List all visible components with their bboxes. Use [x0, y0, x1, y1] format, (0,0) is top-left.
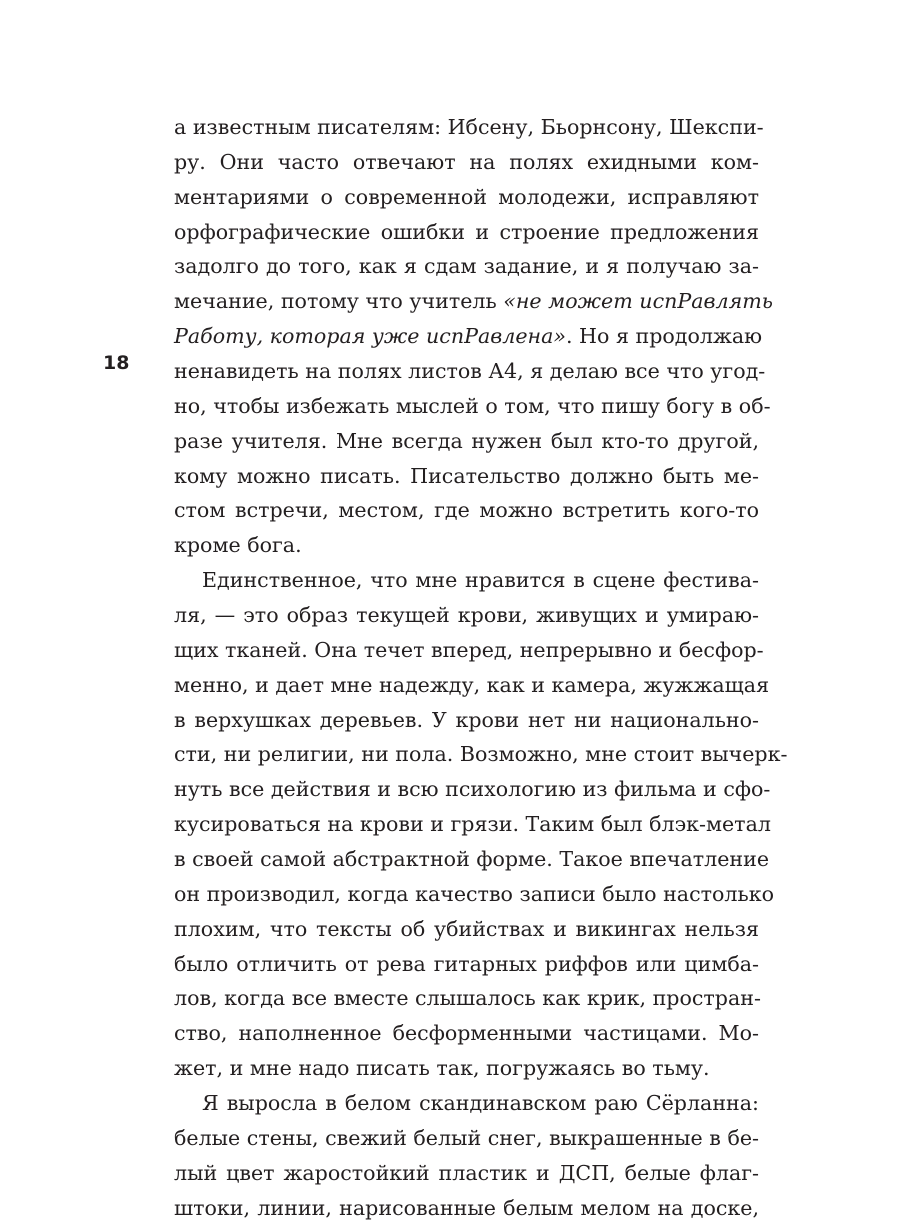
text-line: было отличить от рева гитарных риффов или цимба-: [174, 951, 759, 976]
text-line: белые стены, свежий белый снег, выкрашенные в бе-: [174, 1125, 759, 1150]
body-text: [174, 110, 788, 1226]
text-line: менно, и дает мне надежду, как и камера, жужжащая: [174, 672, 770, 697]
text-line: но, чтобы избежать мыслей о том, что пишу богу в об-: [174, 393, 771, 418]
text-line: задолго до того, как я сдам задание, и я получаю за-: [174, 254, 759, 279]
paragraph-first-line: Единственное, что мне нравится в сцене фестива-: [202, 568, 759, 593]
italic-quote: Работу, которая уже испРавлена»: [174, 324, 566, 349]
text-line: в верхушках деревьев. У крови нет ни национально-: [174, 707, 759, 732]
text-line: штоки, линии, нарисованные белым мелом на доске,: [174, 1195, 759, 1220]
page-number: 18: [103, 352, 130, 374]
text-line: орфографические ошибки и строение предложения: [174, 219, 759, 244]
text-line: ру. Они часто отвечают на полях ехидными ком-: [174, 149, 759, 174]
text-line: разе учителя. Мне всегда нужен был кто-то другой,: [174, 428, 759, 453]
text-line: лый цвет жаростойкий пластик и ДСП, белые флаг-: [174, 1160, 759, 1185]
text-line: кусироваться на крови и грязи. Таким был блэк-метал: [174, 812, 771, 837]
italic-quote: «не может испРавлять: [503, 289, 773, 314]
text-line: ненавидеть на полях листов А4, я делаю все что угод-: [174, 359, 766, 384]
text-line: сти, ни религии, ни пола. Возможно, мне стоит вычерк-: [174, 742, 788, 767]
text-segment: . Но я продолжаю: [565, 324, 763, 349]
text-line: кроме бога.: [174, 533, 302, 558]
text-line: кому можно писать. Писательство должно быть ме-: [174, 463, 759, 488]
text-line: стом встречи, местом, где можно встретить кого-то: [174, 498, 759, 523]
text-line: плохим, что тексты об убийствах и викингах нельзя: [174, 916, 759, 941]
text-line: нуть все действия и всю психологию из фильма и сфо-: [174, 777, 771, 802]
text-line: в своей самой абстрактной форме. Такое впечатление: [174, 847, 770, 872]
text-line: ментариями о современной молодежи, исправляют: [174, 184, 759, 209]
text-line: щих тканей. Она течет вперед, непрерывно и бесфор-: [174, 637, 764, 662]
text-line: лов, когда все вместе слышалось как крик, простран-: [174, 986, 761, 1011]
text-segment: мечание, потому что учитель: [174, 289, 504, 314]
text-line: ля, — это образ текущей крови, живущих и умираю-: [174, 603, 759, 628]
text-line: жет, и мне надо писать так, погружаясь во тьму.: [174, 1056, 710, 1081]
text-line: ство, наполненное бесформенными частицами. Мо-: [174, 1021, 759, 1046]
text-line: а известным писателям: Ибсену, Бьорнсону, Шекспи-: [174, 115, 764, 139]
text-line: он производил, когда качество записи было настолько: [174, 881, 774, 906]
text-line-mixed: [174, 319, 763, 354]
text-line-mixed: [174, 284, 773, 319]
paragraph-first-line: Я выросла в белом скандинавском раю Сёрланна:: [202, 1091, 759, 1116]
